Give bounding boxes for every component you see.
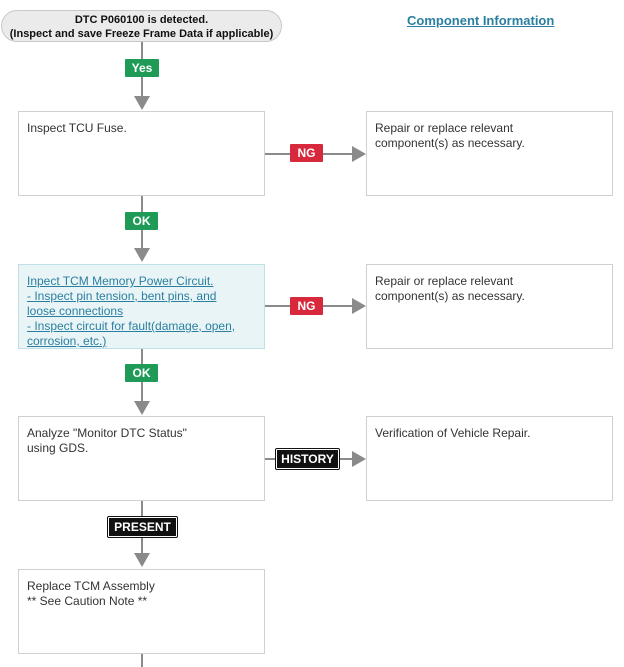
step-link-text[interactable]: corrosion, etc.) [27,334,107,348]
step-link-text[interactable]: - Inspect pin tension, bent pins, and [27,289,217,303]
result-text: Repair or replace relevant [375,121,514,135]
component-information-link[interactable]: Component Information [407,13,555,28]
arrow-right [352,451,366,467]
result-verify [366,416,613,501]
ok-badge: OK [125,212,158,230]
arrow-down [134,96,150,110]
arrow-right [352,298,366,314]
result-text: Verification of Vehicle Repair. [375,426,531,440]
start-node [1,10,282,42]
step-text: ** See Caution Note ** [27,594,148,608]
step-inspect-memory-power-circuit[interactable] [18,264,265,349]
step-text: Inspect TCU Fuse. [27,121,127,135]
start-line-2: (Inspect and save Freeze Frame Data if applicable) [9,28,274,40]
step-text: using GDS. [27,441,89,455]
connector-line [141,654,143,667]
ng-badge: NG [290,297,323,315]
result-repair-1 [366,111,613,196]
step-analyze-dtc-status [18,416,265,501]
present-badge: PRESENT [108,517,177,537]
step-link-text[interactable]: loose connections [27,304,124,318]
result-text: component(s) as necessary. [375,136,525,150]
history-badge: HISTORY [276,449,339,469]
result-text: Repair or replace relevant [375,274,514,288]
result-text: component(s) as necessary. [375,289,525,303]
arrow-down [134,248,150,262]
step-link-text[interactable]: Inpect TCM Memory Power Circuit. [27,274,214,288]
yes-badge: Yes [125,59,159,77]
step-link-text[interactable]: - Inspect circuit for fault(damage, open, [27,319,236,333]
result-repair-2 [366,264,613,349]
arrow-right [352,146,366,162]
ng-badge: NG [290,144,323,162]
step-text: Replace TCM Assembly [27,579,155,593]
ok-badge: OK [125,364,158,382]
arrow-down [134,553,150,567]
start-line-1: DTC P060100 is detected. [74,14,209,26]
arrow-down [134,401,150,415]
step-replace-tcm [18,569,265,654]
step-text: Analyze "Monitor DTC Status" [27,426,187,440]
step-inspect-fuse [18,111,265,196]
